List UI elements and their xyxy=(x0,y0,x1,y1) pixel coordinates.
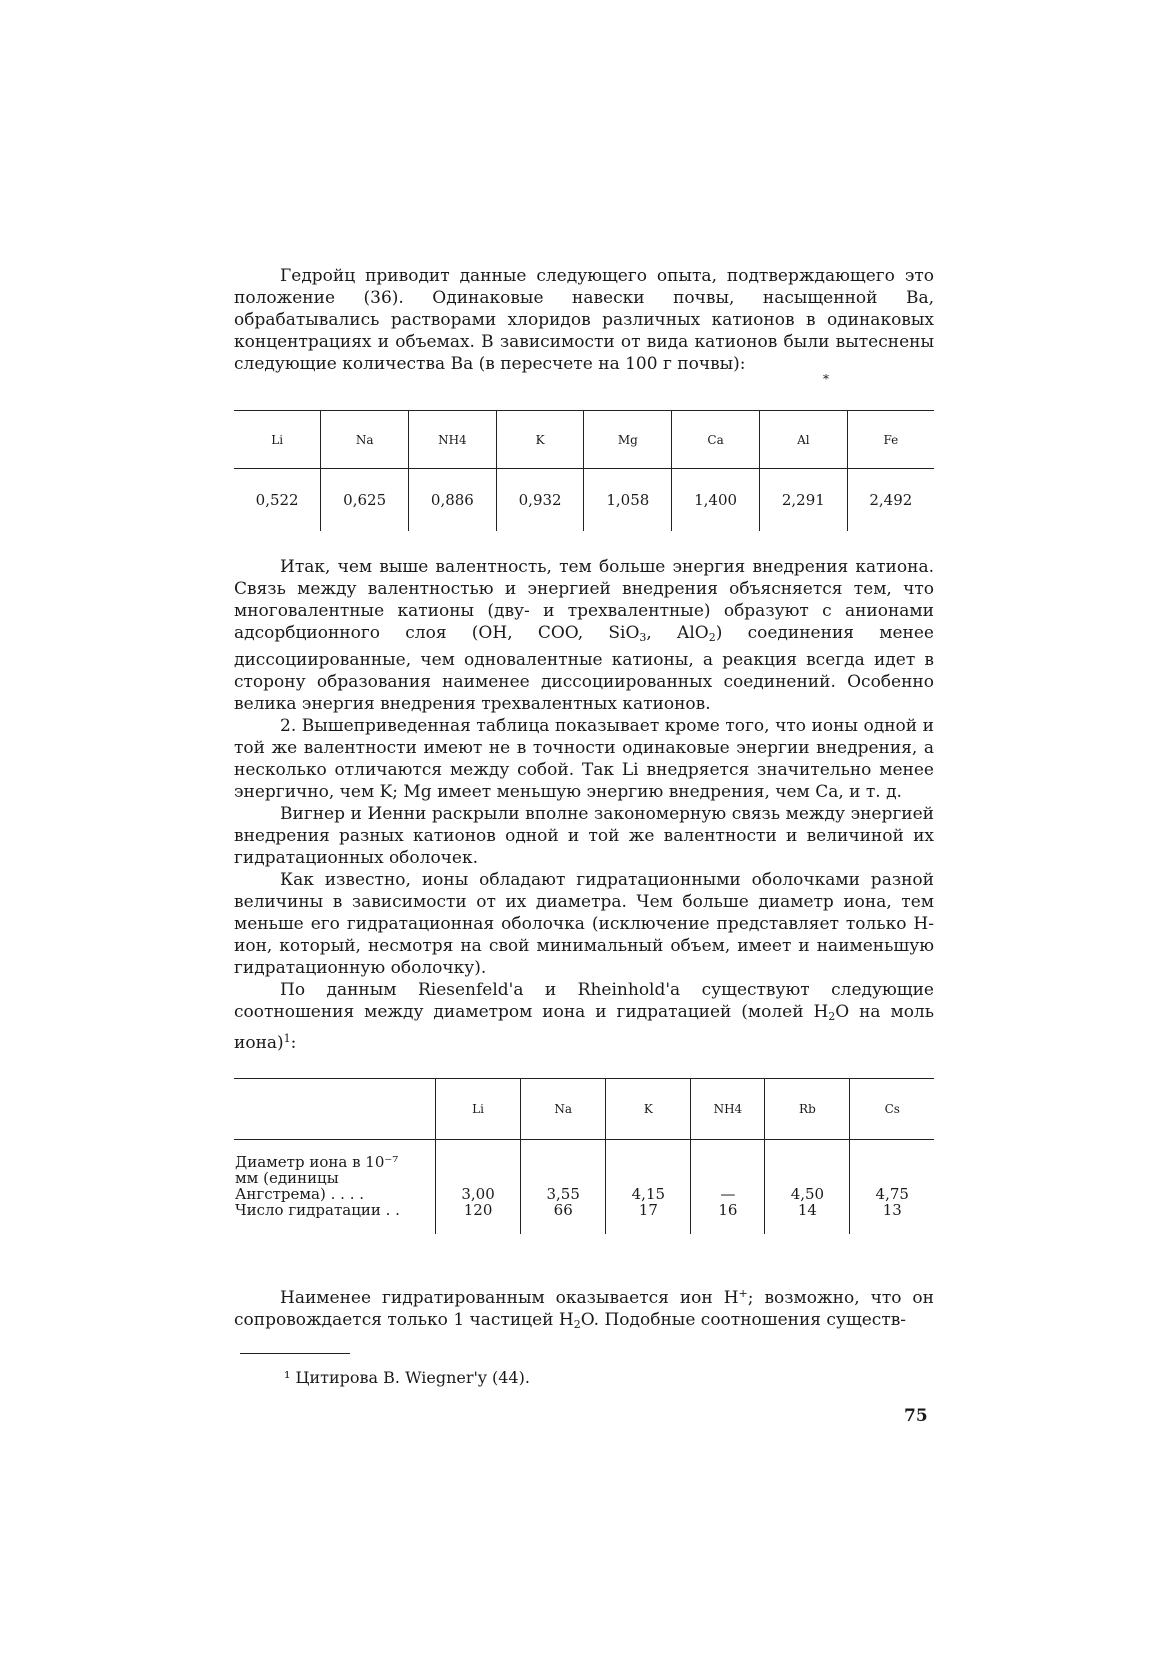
text-run: O на моль иона) xyxy=(234,1002,934,1053)
hydration-value: 14 xyxy=(797,1201,817,1219)
subscript: 3 xyxy=(639,631,647,644)
table-row xyxy=(234,1140,934,1235)
row-label: Диаметр иона в 10⁻⁷ мм (единицы Ангстрема) . . . . xyxy=(235,1153,399,1203)
text-run: Наименее гидратированным оказывается ион H xyxy=(280,1288,739,1308)
diameter-value: 3,00 xyxy=(461,1185,495,1203)
exchange-table-header xyxy=(234,411,934,469)
header-cell-empty xyxy=(234,1079,436,1140)
text-run: : xyxy=(290,1033,297,1053)
header-cell: K xyxy=(606,1079,691,1140)
hydration-table xyxy=(234,1078,934,1234)
table-row xyxy=(234,469,934,532)
value-cell: 0,886 xyxy=(409,469,497,532)
subscript: 2 xyxy=(573,1318,581,1331)
paragraph-1 xyxy=(234,556,934,715)
body-text xyxy=(234,556,934,1054)
value-cell: 1,400 xyxy=(672,469,760,532)
header-cell: Al xyxy=(759,411,847,469)
header-cell: Mg xyxy=(584,411,672,469)
diameter-value: 4,50 xyxy=(790,1185,825,1203)
superscript: + xyxy=(738,1287,748,1300)
footnote: ¹ Цитирова В. Wiegner'y (44). xyxy=(284,1368,530,1387)
value-cell: 1,058 xyxy=(584,469,672,532)
value-cell xyxy=(850,1140,934,1235)
value-cell: 0,522 xyxy=(255,491,299,509)
diameter-value: 4,15 xyxy=(631,1185,666,1203)
text-run: Итак, чем выше валентность, тем больше энергия внедрения катиона. Связь между валентностью и энергией внедрения объясняется тем, что многовалентные катионы (дву- и трехвалентные) образуют с анионами адсорбционного слоя (OH, COO, SiO xyxy=(234,557,934,643)
hydration-value: 120 xyxy=(463,1201,493,1219)
paragraph-4: Как известно, ионы обладают гидратационными оболочками разной величины в зависимости от их диаметра. Чем больше диаметр иона, тем меньше его гидратационная оболочка (исключение представляет только H-ион, который, несмотря на свой минимальный объем, имеет и наименьшую гидратационную оболочку). xyxy=(234,870,934,978)
header-cell: K xyxy=(496,411,584,469)
text-run: ) соединения менее диссоциированные, чем одновалентные катионы, а реакция всегда идет в сторону образования наименее диссоциированных соединений. Особенно велика энергия внедрения трехвалентных катионов. xyxy=(234,623,934,714)
diameter-value: — xyxy=(720,1185,736,1203)
header-cell: NH4 xyxy=(409,411,497,469)
hydration-value: 13 xyxy=(882,1201,902,1219)
diameter-value: 4,75 xyxy=(875,1185,909,1203)
paragraph-6 xyxy=(234,1283,934,1336)
intro-paragraph xyxy=(234,265,934,375)
header-cell: Rb xyxy=(765,1079,850,1140)
paragraph-5 xyxy=(234,979,934,1054)
subscript: 2 xyxy=(708,631,716,644)
text-run: По данным Riesenfeld'a и Rheinhold'a существуют следующие соотношения между диаметром иона и гидратацией (молей H xyxy=(234,980,934,1022)
intro-text: Гедройц приводит данные следующего опыта, подтверждающего это положение (36). Одинаковые навески почвы, насыщенной Ва, обрабатывались растворами хлоридов различных катионов в одинаковых концентрациях и объемах. В зависимости от вида катионов были вытеснены следующие количества Ва (в пересчете на 100 г почвы): xyxy=(234,266,934,374)
value-cell xyxy=(521,1140,606,1235)
value-cell xyxy=(436,1140,521,1235)
value-cell xyxy=(691,1140,765,1235)
footnote-rule xyxy=(240,1353,350,1354)
exchange-table xyxy=(234,410,934,531)
header-cell: Na xyxy=(521,1079,606,1140)
page-number: 75 xyxy=(904,1406,928,1426)
header-cell: Cs xyxy=(850,1079,934,1140)
closing-paragraph xyxy=(234,1283,934,1336)
header-cell: Li xyxy=(234,411,321,469)
hydration-table-header xyxy=(234,1079,934,1140)
header-cell: Na xyxy=(321,411,409,469)
header-cell: Fe xyxy=(847,411,934,469)
footnote-ref: 1 xyxy=(283,1032,291,1045)
header-cell: Ca xyxy=(672,411,760,469)
hydration-value: 17 xyxy=(638,1201,658,1219)
row-labels xyxy=(234,1140,436,1235)
value-cell: 2,291 xyxy=(759,469,847,532)
text-run: O. Подобные соотношения существ- xyxy=(580,1310,907,1330)
value-cell: 0,625 xyxy=(321,469,409,532)
hydration-value: 16 xyxy=(718,1201,738,1219)
subscript: 2 xyxy=(828,1010,836,1023)
value-cell xyxy=(606,1140,691,1235)
header-cell: Li xyxy=(436,1079,521,1140)
paragraph-3: Вигнер и Иенни раскрыли вполне закономерную связь между энергией внедрения разных катионов одной и той же валентности и величиной их гидратационных оболочек. xyxy=(234,804,934,868)
value-cell xyxy=(765,1140,850,1235)
diameter-value: 3,55 xyxy=(546,1185,580,1203)
value-cell: 2,492 xyxy=(847,469,934,532)
text-run: , AlO xyxy=(646,623,709,643)
text-run: ; возможно, что он сопровождается только 1 частицей H xyxy=(234,1288,934,1330)
row-label: Число гидратации . . xyxy=(235,1201,400,1219)
stray-mark: * xyxy=(823,372,829,386)
header-cell: NH4 xyxy=(691,1079,765,1140)
value-cell: 0,932 xyxy=(496,469,584,532)
paragraph-2: 2. Вышеприведенная таблица показывает кроме того, что ионы одной и той же валентности имеют не в точности одинаковые энергии внедрения, а несколько отличаются между собой. Так Li внедряется значительно менее энергично, чем K; Mg имеет меньшую энергию внедрения, чем Ca, и т. д. xyxy=(234,716,934,802)
hydration-value: 66 xyxy=(553,1201,573,1219)
